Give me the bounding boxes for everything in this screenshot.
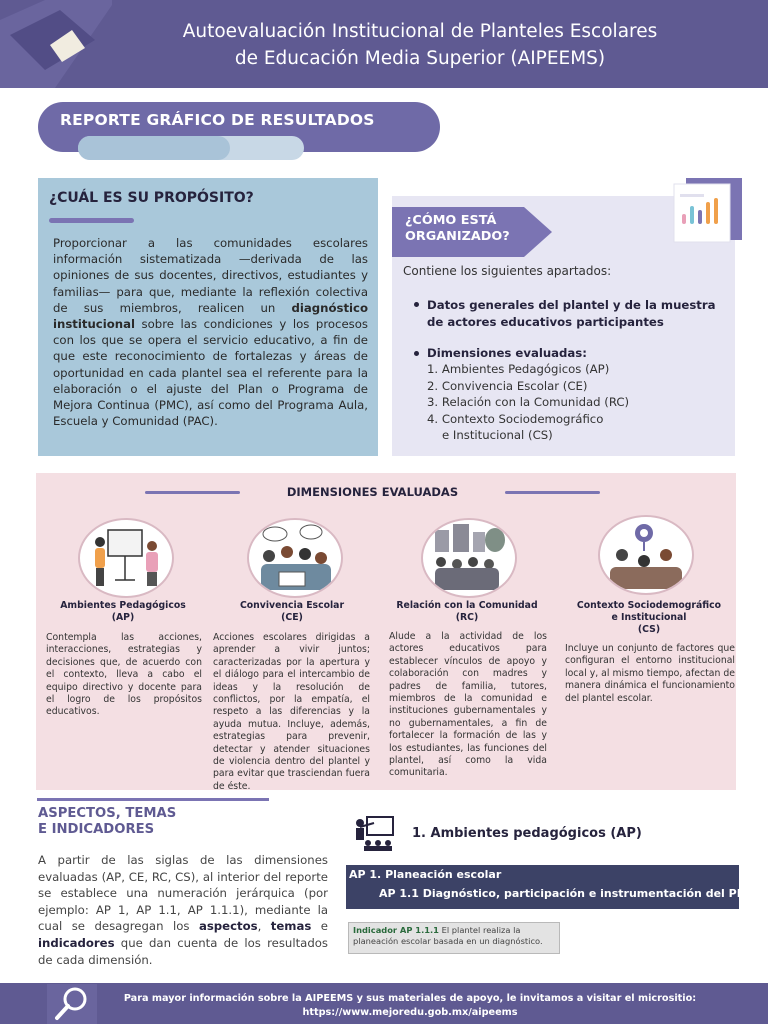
dimension-title-line: Relación con la Comunidad	[396, 600, 538, 611]
organization-bullet-dimensions: Dimensiones evaluadas:	[427, 346, 587, 360]
purpose-text-part1: Proporcionar a las comunidades escolares información sistematizada —derivada de las opiniones de sus docentes, directivos, estudiantes y familias— para que, mediante la reflexión colectiva de sus miembros, realicen un	[53, 236, 368, 315]
aspects-sep: ,	[257, 919, 271, 934]
organization-heading: ¿CÓMO ESTÁ ORGANIZADO?	[405, 213, 510, 244]
bar-chart-document-icon	[672, 178, 742, 244]
footer-text	[110, 992, 710, 1020]
report-decor-bar-inner	[78, 136, 230, 160]
list-item: e Institucional (CS)	[442, 428, 553, 443]
ap-example-heading: 1. Ambientes pedagógicos (AP)	[412, 826, 642, 841]
aspects-heading-line: ASPECTOS, TEMAS	[38, 806, 177, 821]
purpose-underline	[49, 218, 134, 223]
organization-bullet-general: Datos generales del plantel y de la muestra de actores educativos participantes	[427, 298, 716, 329]
aspects-divider	[37, 798, 269, 801]
title-line-1: Autoevaluación Institucional de Planteles Escolares	[182, 21, 658, 42]
dimension-title-line: Contexto Sociodemográfico	[576, 600, 722, 611]
dimension-title-line: Ambientes Pedagógicos	[60, 600, 186, 611]
dimension-title-line: Convivencia Escolar	[239, 600, 345, 611]
indicator-label: Indicador AP 1.1.1	[353, 925, 439, 935]
indicator-example-text	[353, 925, 556, 947]
aspects-text-part1: A partir de las siglas de las dimensiones evaluadas (AP, CE, RC, CS), al interior del reporte se establece una numeración jerárquica (por ejemplo: AP 1, AP 1.1, AP 1.1.1), mediante la cual se desagregan los	[38, 853, 328, 934]
indicator-description: El plantel realiza la planeación escolar basada en un diagnóstico.	[353, 925, 543, 946]
presentation-teacher-icon	[354, 815, 396, 851]
group-dialogue-icon	[247, 518, 343, 598]
divider-line	[505, 491, 600, 494]
aspects-bold-aspectos: aspectos	[198, 919, 258, 934]
dimension-desc-cs: Incluye un conjunto de factores que configuran el entorno institucional local y, al mismo tiempo, afectan de manera dinámica el funcionamiento del plantel escolar.	[565, 643, 735, 704]
book-logo-icon	[0, 0, 112, 88]
list-item: 1. Ambientes Pedagógicos (AP)	[427, 362, 610, 376]
dimension-desc-rc: Alude a la actividad de los actores educativos para establecer vínculos de apoyo y colaboración con madres y padres de familia, tutores, miembros de la comunidad e instituciones gubernamentales y no gubernamentales, a fin de fortalecer la formación de las y los estudiantes, las funciones del plantel, así como la vida comunitaria.	[389, 631, 547, 779]
search-magnifier-icon	[47, 984, 97, 1024]
teacher-whiteboard-icon	[78, 518, 174, 598]
purpose-text	[53, 235, 368, 429]
dimensions-heading: DIMENSIONES EVALUADAS	[286, 485, 459, 499]
purpose-text-bold: diagnóstico institucional	[53, 300, 368, 332]
location-people-icon	[598, 515, 694, 595]
aspects-heading	[38, 806, 176, 838]
dimension-title-line: (CS)	[637, 624, 661, 635]
dimensions-list	[427, 361, 629, 444]
page-title	[110, 18, 730, 72]
dimension-title-cs	[570, 600, 728, 636]
bullet-dot	[414, 302, 419, 307]
dimension-desc-ce: Acciones escolares dirigidas a aprender a vivir juntos; caracterizadas por la apertura y el diálogo para el intercambio de ideas y la resolución de conflictos, por la empatía, el respeto a las diferencias y la ayuda mutua. Incluye, además, estrategias para prevenir, detectar y atender situaciones de violencia dentro del plantel y para evitar que trasciendan fuera de éste.	[213, 632, 370, 792]
dimension-desc-ap: Contempla las acciones, interacciones, estrategias y decisiones que, de acuerdo con el contexto, lleva a cabo el equipo directivo y docente para el logro de los propósitos educativos.	[46, 632, 202, 718]
bullet-dot	[414, 351, 419, 356]
organization-intro: Contiene los siguientes apartados:	[403, 264, 612, 278]
aspects-bold-temas: temas	[270, 919, 312, 934]
aspects-text	[38, 852, 328, 968]
report-title: REPORTE GRÁFICO DE RESULTADOS	[60, 111, 375, 129]
aspects-heading-line: E INDICADORES	[38, 822, 155, 837]
purpose-text-part2: sobre las condiciones y los procesos con los que se opera el servicio educativo, a fin de que este reconocimiento de fortalezas y áreas de oportunidad en cada plantel sea el referente para la elaboración o el ajuste del Plan o Programa de Mejora Continua (PMC), así como del Programa Aula, Escuela y Comunidad (PAC).	[53, 317, 368, 429]
aspects-sep: e	[311, 919, 328, 934]
dimension-title-line: (RC)	[455, 612, 479, 623]
microsite-link[interactable]: https://www.mejoredu.gob.mx/aipeems	[302, 1007, 518, 1018]
dimension-title-line: (AP)	[111, 612, 135, 623]
list-item: 4. Contexto Sociodemográfico	[427, 411, 604, 426]
footer-line-1: Para mayor información sobre la AIPEEMS y sus materiales de apoyo, le invitamos a visitar el micrositio:	[123, 993, 697, 1004]
list-item: 2. Convivencia Escolar (CE)	[427, 378, 588, 393]
title-line-2: de Educación Media Superior (AIPEEMS)	[234, 48, 606, 69]
community-icon	[421, 518, 517, 598]
dimension-title-ce	[217, 600, 367, 624]
dimension-title-line: e Institucional	[611, 612, 687, 623]
list-item: 3. Relación con la Comunidad (RC)	[427, 395, 630, 410]
divider-line	[145, 491, 240, 494]
aspects-text-part2: que dan cuenta de los resultados de cada dimensión.	[38, 935, 328, 967]
ap-table-row-aspect: AP 1. Planeación escolar	[349, 868, 502, 881]
dimension-title-ap	[48, 600, 198, 624]
purpose-heading: ¿CUÁL ES SU PROPÓSITO?	[49, 190, 254, 206]
aspects-bold-indicadores: indicadores	[38, 935, 115, 950]
ap-table-row-theme: AP 1.1 Diagnóstico, participación e instrumentación del PMC	[379, 887, 756, 900]
dimension-title-rc	[391, 600, 543, 624]
dimension-title-line: (CE)	[281, 612, 303, 623]
